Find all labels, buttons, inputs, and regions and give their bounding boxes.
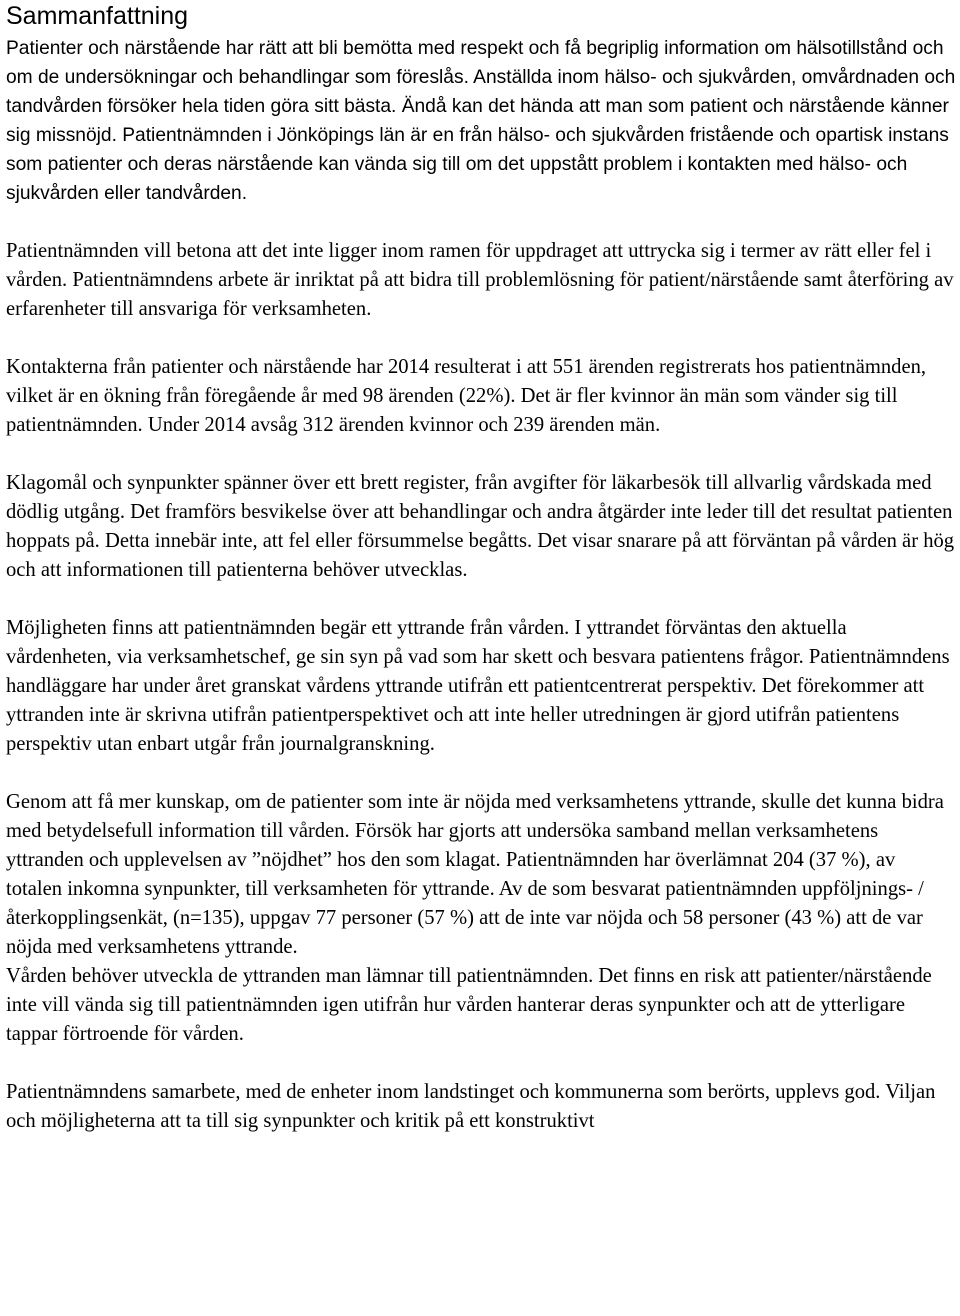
paragraph-mandate: Patientnämnden vill betona att det inte ligger inom ramen för uppdraget att uttrycka sig i termer av rätt eller fel i vården. Patientnämndens arbete är inriktat på att bidra till problemlösning för patient/närstående samt återföring av erfarenheter till ansvariga för verksamheten. bbox=[6, 240, 954, 320]
paragraph-gap bbox=[6, 1049, 956, 1078]
paragraph-complaints: Klagomål och synpunkter spänner över ett brett register, från avgifter för läkarbesök till allvarlig vårdskada med dödlig utgång. Det framförs besvikelse över att behandlingar och andra åtgärder inte leder till det resultat patienten hoppats på. Detta innebär inte, att fel eller försummelse begåtts. Det visar snarare på att förväntan på vården är hög och att informationen till patienterna behöver utvecklas. bbox=[6, 472, 955, 581]
paragraph-gap bbox=[6, 759, 956, 788]
paragraph-statistics: Kontakterna från patienter och närstående har 2014 resulterat i att 551 ärenden registrerats hos patientnämnden, vilket är en ökning från föregående år med 98 ärenden (22%). Det är fler kvinnor än män som vänder sig till patientnämnden. Under 2014 avsåg 312 ärenden kvinnor och 239 ärenden män. bbox=[6, 356, 927, 436]
paragraph-improvement: Vården behöver utveckla de yttranden man lämnar till patientnämnden. Det finns en risk att patienter/närstående inte vill vända sig till patientnämnden igen utifrån hur vården hanterar deras synpunkter och att de ytterligare tappar förtroende för vården. bbox=[6, 965, 932, 1045]
paragraph-cooperation: Patientnämndens samarbete, med de enheter inom landstinget och kommunerna som berörts, upplevs god. Viljan och möjligheterna att ta till sig synpunkter och kritik på ett konstruktivt bbox=[6, 1081, 936, 1132]
paragraph-statements: Möjligheten finns att patientnämnden begär ett yttrande från vården. I yttrandet förväntas den aktuella vårdenheten, via verksamhetschef, ge sin syn på vad som har skett och besvara patientens frågor. Patientnämndens handläggare har under året granskat vårdens yttrande utifrån ett patientcentrerat perspektiv. Det förekommer att yttranden inte är skrivna utifrån patientperspektivet och att inte heller utredningen är gjord utifrån patientens perspektiv utan enbart utgår från journalgranskning. bbox=[6, 617, 950, 755]
paragraph-intro-tail: Patientnämnden i Jönköpings län är en från hälso- och sjukvården fristående och opartisk instans som patienter och deras närstående kan vända sig till om det uppstått problem i kontakten med hälso- och sjukvården eller tandvården. bbox=[6, 125, 949, 204]
paragraph-intro bbox=[6, 34, 956, 208]
paragraph-gap bbox=[6, 440, 956, 469]
paragraph-survey: Genom att få mer kunskap, om de patienter som inte är nöjda med verksamhetens yttrande, skulle det kunna bidra med betydelsefull information till vården. Försök har gjorts att undersöka samband mellan verksamhetens yttranden och upplevelsen av ”nöjdhet” hos den som klagat. Patientnämnden har överlämnat 204 (37 %), av totalen inkomna synpunkter, till verksamheten för yttrande. Av de som besvarat patientnämnden uppföljnings- /återkopplingsenkät, (n=135), uppgav 77 personer (57 %) att de inte var nöjda och 58 personer (43 %) att de var nöjda med verksamhetens yttrande. bbox=[6, 791, 944, 958]
paragraph-intro-lead: Patienter och närstående har rätt att bli bemötta med respekt och få begriplig information om hälsotillstånd och om de undersökningar och behandlingar som föreslås. Anställda inom hälso- och sjukvården, omvårdnaden och tandvården försöker hela tiden göra sitt bästa. Ändå kan det hända att man som patient och närstående känner sig missnöjd. bbox=[6, 38, 956, 146]
paragraph-gap bbox=[6, 324, 956, 353]
paragraph-gap bbox=[6, 585, 956, 614]
document-page bbox=[6, 0, 956, 1136]
document-title: Sammanfattning bbox=[6, 2, 189, 30]
paragraph-gap bbox=[6, 208, 956, 237]
